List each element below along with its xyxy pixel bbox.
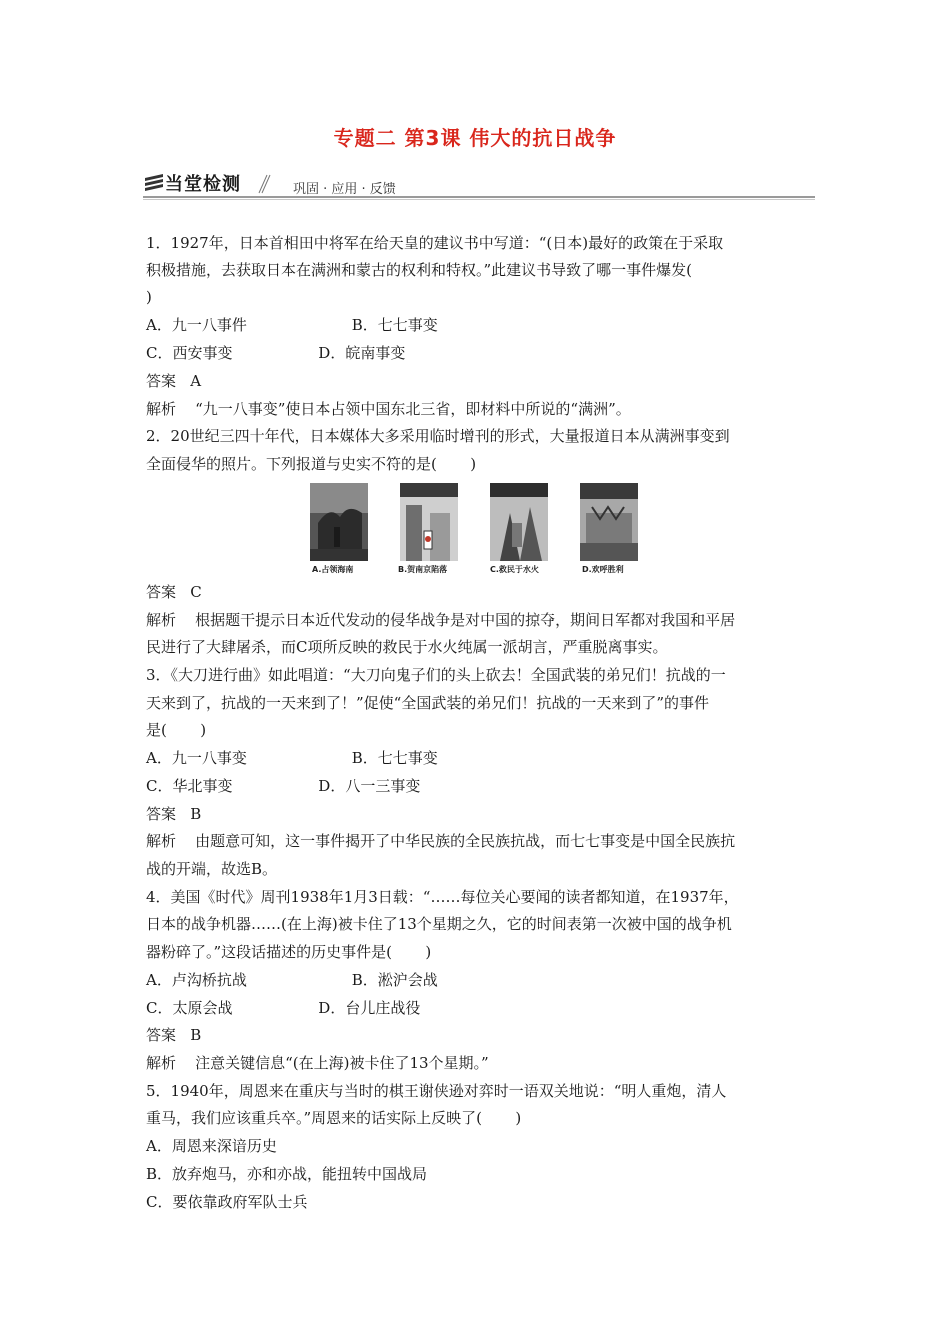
- text-line: A．九一八事变 B．七七事变: [146, 749, 438, 767]
- text-line: B．放弃炮马，亦和亦战，能扭转中国战局: [146, 1165, 428, 1183]
- photo-b: [400, 483, 458, 561]
- text-line: 答案 A: [146, 372, 202, 390]
- text-line: 3．《大刀进行曲》如此唱道：“大刀向鬼子们的头上砍去！全国武装的弟兄们！抗战的一: [146, 666, 726, 684]
- text-line: 日本的战争机器……(在上海)被卡住了13个星期之久，它的时间表第一次被中国的战争机: [146, 915, 732, 933]
- banner-label: 当堂检测: [165, 174, 241, 195]
- photo-d: [580, 483, 638, 561]
- text-line: 5．1940年，周恩来在重庆与当时的棋王谢侠逊对弈时一语双关地说：“明人重炮，清人: [146, 1082, 727, 1100]
- photo-caption: C.救民于水火: [490, 565, 539, 574]
- text-line: 民进行了大肆屠杀，而C项所反映的救民于水火纯属一派胡言，严重脱离事实。: [146, 638, 668, 656]
- slash-decoration-icon: [257, 174, 271, 194]
- text-line: C．太原会战 D．台儿庄战役: [146, 999, 421, 1017]
- text-line: 解析 “九一八事变”使日本占领中国东北三省，即材料中所说的“满洲”。: [146, 400, 631, 418]
- text-line: C．西安事变 D．皖南事变: [146, 344, 406, 362]
- photo-c: [490, 483, 548, 561]
- text-line: 答案 C: [146, 583, 202, 601]
- text-line: 答案 B: [146, 1026, 202, 1044]
- photo-caption: D.欢呼胜利: [582, 565, 624, 574]
- stripes-icon: [145, 174, 163, 192]
- text-line: C．华北事变 D．八一三事变: [146, 777, 421, 795]
- text-line: 天来到了，抗战的一天来到了！”促使“全国武装的弟兄们！抗战的一天来到了”的事件: [146, 694, 710, 712]
- photo-strip: [310, 483, 640, 578]
- banner-subtitle: 巩固 · 应用 · 反馈: [293, 182, 396, 197]
- text-line: 答案 B: [146, 805, 202, 823]
- photo-a: [310, 483, 368, 561]
- banner-rule: [143, 196, 815, 198]
- text-line: 解析 由题意可知，这一事件揭开了中华民族的全民族抗战，而七七事变是中国全民族抗: [146, 832, 736, 850]
- photo-caption: A.占领海南: [312, 565, 354, 574]
- text-line: 器粉碎了。”这段话描述的历史事件是( ): [146, 943, 432, 961]
- text-line: 解析 注意关键信息“(在上海)被卡住了13个星期。”: [146, 1054, 489, 1072]
- text-line: A．卢沟桥抗战 B．淞沪会战: [146, 971, 438, 989]
- text-line: 战的开端，故选B。: [146, 860, 278, 878]
- page-title: 专题二 第3课 伟大的抗日战争: [333, 126, 617, 150]
- banner-rule-thin: [143, 199, 815, 200]
- text-line: A．九一八事件 B．七七事变: [146, 316, 438, 334]
- text-line: 积极措施，去获取日本在满洲和蒙古的权利和特权。”此建议书导致了哪一事件爆发(: [146, 261, 693, 279]
- text-line: 重马，我们应该重兵卒。”周恩来的话实际上反映了( ): [146, 1109, 522, 1127]
- section-banner: [143, 168, 815, 200]
- photo-caption: B.贺南京陷落: [398, 565, 448, 574]
- text-line: 全面侵华的照片。下列报道与史实不符的是( ): [146, 455, 477, 473]
- text-line: 是( ): [146, 721, 207, 739]
- text-line: C．要依靠政府军队士兵: [146, 1193, 308, 1211]
- text-line: ): [146, 288, 152, 306]
- text-line: 2．20世纪三四十年代，日本媒体大多采用临时增刊的形式，大量报道日本从满洲事变到: [146, 427, 730, 445]
- text-line: 4．美国《时代》周刊1938年1月3日载：“……每位关心要闻的读者都知道，在1937年，: [146, 888, 739, 906]
- text-line: 1．1927年，日本首相田中将军在给天皇的建议书中写道：“(日本)最好的政策在于采取: [146, 234, 724, 252]
- text-line: A．周恩来深谙历史: [146, 1137, 277, 1155]
- text-line: 解析 根据题干提示日本近代发动的侵华战争是对中国的掠夺，期间日军都对我国和平居: [146, 611, 736, 629]
